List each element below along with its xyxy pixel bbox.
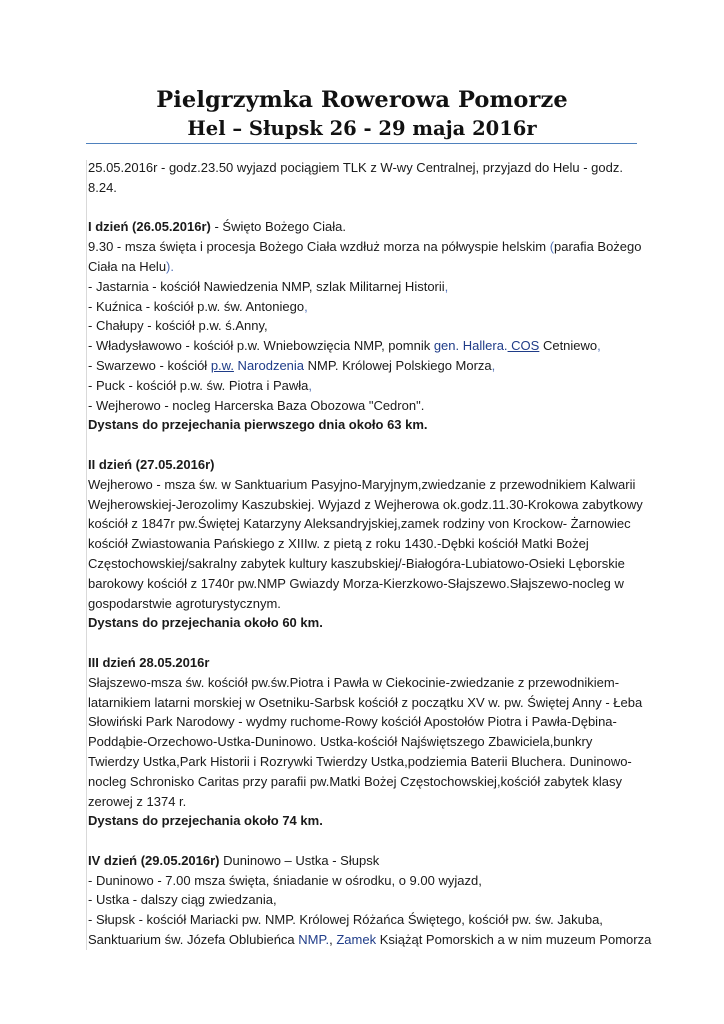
title-underline xyxy=(86,143,637,144)
comma: , xyxy=(491,357,496,373)
comma: , xyxy=(304,298,308,314)
stop-wejherowo: - Wejherowo - nocleg Harcerska Baza Obozowa "Cedron". xyxy=(88,397,425,413)
link-cos[interactable]: COS xyxy=(507,338,540,354)
day3-line: Poddąbie-Orzechowo-Ustka-Duninowo. Ustka-kościół Najświętszego Zbawiciela,bunkry xyxy=(88,734,593,750)
spacer xyxy=(88,198,640,218)
day1-mass-line2 xyxy=(88,257,640,277)
margin-line xyxy=(86,160,87,950)
day1-mass-parish-end: Ciała na Helu xyxy=(88,258,167,274)
stop-wladyslawowo-text: - Władysławowo - kościół p.w. Wniebowzięcia NMP, pomnik xyxy=(88,338,434,354)
day3-line: Słowiński Park Narodowy - wydmy ruchome-Rowy kościół Apostołów Piotra i Pawła-Dębina- xyxy=(88,714,617,730)
day4-duninowo: - Duninowo - 7.00 msza święta, śniadanie w ośrodku, o 9.00 wyjazd, xyxy=(88,872,482,888)
document-title: Pielgrzymka Rowerowa Pomorze xyxy=(156,87,568,113)
day4-heading-line xyxy=(88,851,640,871)
link-narodzenia[interactable]: Narodzenia xyxy=(233,357,305,373)
day2-line: Wejherowskiej-Jerozolimy Kaszubskiej. Wyjazd z Wejherowa ok.godz.11.30-Krokowa zabytkowy xyxy=(88,496,643,512)
spacer xyxy=(88,633,640,653)
document-subtitle: Hel – Słupsk 26 - 29 maja 2016r xyxy=(187,117,537,140)
link-pw[interactable]: p.w. xyxy=(210,357,234,373)
day3-line: Słajszewo-msza św. kościół pw.św.Piotra i Pawła w Ciekocinie-zwiedzanie z przewodnikiem- xyxy=(88,674,620,690)
stop-cetniewo: Cetniewo xyxy=(539,338,598,354)
stop-puck xyxy=(88,376,640,396)
day2-line: Częstochowskiej/sakralny zabytek kultury kaszubskiej/-Białogóra-Lubiatowo-Osieki Lęborskie xyxy=(88,555,625,571)
comma: , xyxy=(308,377,312,393)
day2-distance: Dystans do przejechania około 60 km. xyxy=(88,615,323,631)
day3-line: zerowej z 1374 r. xyxy=(88,793,187,809)
stop-jastarnia xyxy=(88,277,640,297)
paren-open: ( xyxy=(549,239,555,255)
day2-line: gospodarstwie agroturystycznym. xyxy=(88,595,281,611)
day3-line: Twierdzy Ustka,Park Historii i Rozrywki Twierdzy Ustka,podziemia Baterii Bluchera. Duninowo- xyxy=(88,753,632,769)
day4-sanktuarium-text: Sanktuarium św. Józefa Oblubieńca xyxy=(88,932,299,948)
stop-swarzewo-rest: NMP. Królowej Polskiego Morza xyxy=(304,357,492,373)
day1-distance: Dystans do przejechania pierwszego dnia około 63 km. xyxy=(88,417,428,433)
stop-kuznica xyxy=(88,297,640,317)
day3-heading: III dzień 28.05.2016r xyxy=(88,654,210,670)
comma: , xyxy=(597,338,601,354)
comma: , xyxy=(444,278,449,294)
stop-jastarnia-text: - Jastarnia - kościół Nawiedzenia NMP, szlak Militarnej Historii xyxy=(88,278,445,294)
day4-museum-text: Książąt Pomorskich a w nim muzeum Pomorza xyxy=(376,932,652,948)
day2-line: kościół z 1847r pw.Świętej Katarzyny Aleksandryjskiej,zamek rodziny von Krockow- Żarnowiec xyxy=(88,516,631,532)
link-gen-hallera[interactable]: gen. Hallera. xyxy=(433,338,508,354)
stop-swarzewo-text: - Swarzewo - kościół xyxy=(88,357,211,373)
stop-wladyslawowo xyxy=(88,336,640,356)
document-body xyxy=(88,158,652,950)
day3-line: latarnikiem latarni morskiej w Osetniku-Sarbsk kościół z początku XV w. pw. Świętej Anny - Łeba xyxy=(88,694,643,710)
stop-chalupy: - Chałupy - kościół p.w. ś.Anny, xyxy=(88,318,268,334)
stop-kuznica-text: - Kuźnica - kościół p.w. św. Antoniego xyxy=(88,298,305,314)
day1-mass-parish: parafia Bożego xyxy=(554,239,642,255)
separator: , xyxy=(329,932,337,948)
day3-line: nocleg Schronisko Caritas przy parafii pw.Matki Bożej Częstochowskiej,kościół zabytek klasy xyxy=(88,773,622,789)
stop-swarzewo xyxy=(88,356,640,376)
day2-line: barokowy kościół z 1740r pw.NMP Gwiazdy Morza-Kierzkowo-Słajszewo.Słajszewo-nocleg w xyxy=(88,575,624,591)
intro-line: 25.05.2016r - godz.23.50 wyjazd pociągiem TLK z W-wy Centralnej, przyjazd do Helu - godz. xyxy=(88,160,623,175)
day2-line: Wejherowo - msza św. w Sanktuarium Pasyjno-Maryjnym,zwiedzanie z przewodnikiem Kalwarii xyxy=(88,476,636,492)
spacer xyxy=(88,831,640,851)
day4-heading: IV dzień (29.05.2016r) xyxy=(88,852,220,868)
day2-line: kościół Zwiastowania Pańskiego z XIIIw. z pietą z roku 1430.-Dębki kościół Matki Bożej xyxy=(88,536,589,552)
day4-heading-rest: Duninowo – Ustka - Słupsk xyxy=(219,852,380,868)
link-nmp[interactable]: NMP. xyxy=(298,932,330,948)
intro-line: 8.24. xyxy=(88,179,117,195)
link-zamek[interactable]: Zamek xyxy=(336,932,377,948)
day1-heading-rest: - Święto Bożego Ciała. xyxy=(210,219,346,235)
day1-mass-line xyxy=(88,237,640,257)
day1-heading: I dzień (26.05.2016r) xyxy=(88,219,211,235)
day4-sanktuarium xyxy=(88,930,652,950)
day4-ustka: - Ustka - dalszy ciąg zwiedzania, xyxy=(88,892,277,908)
day1-mass-text: 9.30 - msza święta i procesja Bożego Ciała wzdłuż morza na półwyspie helskim xyxy=(88,239,550,255)
spacer xyxy=(88,435,640,455)
day2-heading: II dzień (27.05.2016r) xyxy=(88,456,215,472)
day1-heading-line xyxy=(88,217,640,237)
day4-slupsk: - Słupsk - kościół Mariacki pw. NMP. Królowej Różańca Świętego, kościół pw. św. Jakuba, xyxy=(88,912,603,928)
paren-close: ). xyxy=(166,258,174,274)
day3-distance: Dystans do przejechania około 74 km. xyxy=(88,813,323,829)
stop-puck-text: - Puck - kościół p.w. św. Piotra i Pawła xyxy=(88,377,309,393)
